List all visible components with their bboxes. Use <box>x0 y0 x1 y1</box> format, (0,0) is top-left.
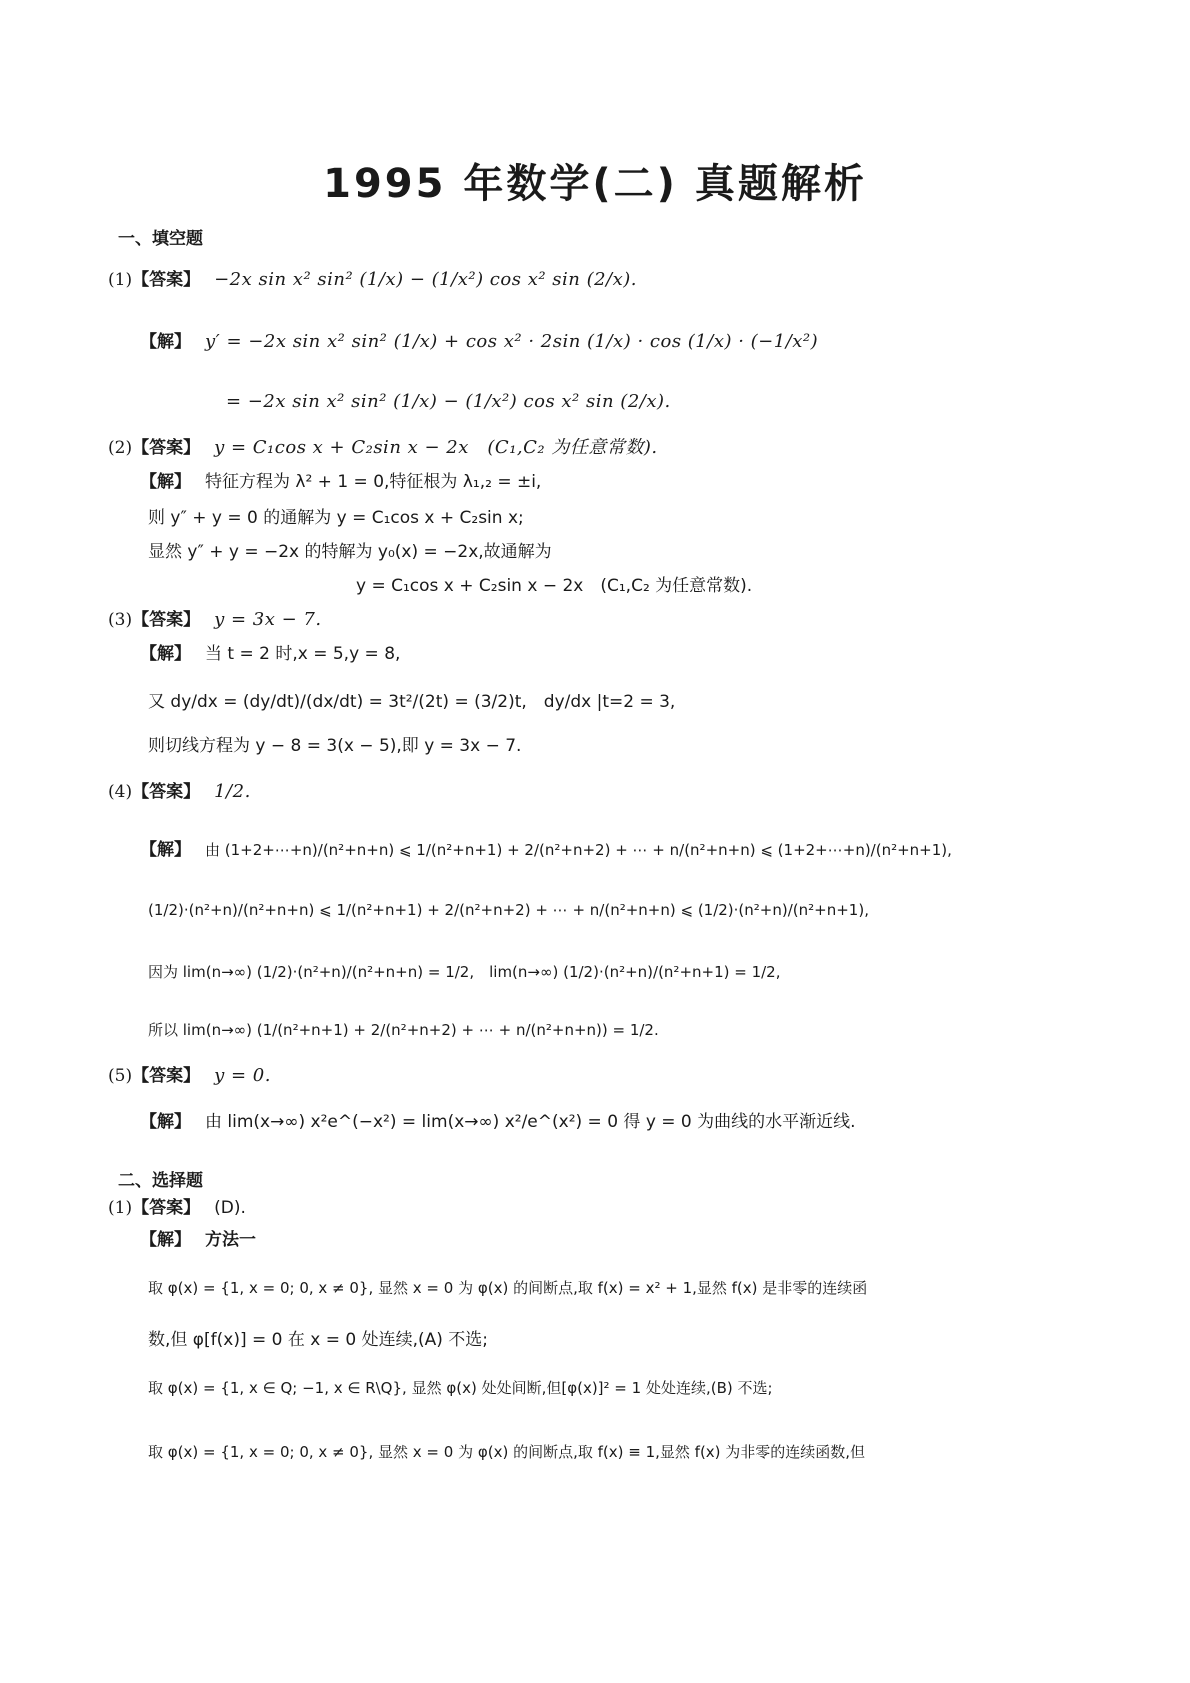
q4-solution-line-4 <box>148 1018 659 1042</box>
q2-solution-1: 特征方程为 λ² + 1 = 0,特征根为 λ₁,₂ = ±i, <box>205 472 542 492</box>
c1-line-2 <box>148 1328 488 1352</box>
method-label: 方法一 <box>205 1230 256 1250</box>
solution-label: 【解】 <box>140 472 191 492</box>
q3-solution-1: 当 t = 2 时,x = 5,y = 8, <box>205 644 401 664</box>
q3-answer-line <box>108 608 322 632</box>
q5-number: (5) <box>108 1066 133 1086</box>
q2-solution-4: y = C₁cos x + C₂sin x − 2x (C₁,C₂ 为任意常数). <box>356 576 753 596</box>
q5-answer-line <box>108 1064 271 1088</box>
q3-solution-line-1 <box>140 642 400 666</box>
q2-solution-line-3 <box>148 540 552 564</box>
q4-solution-1: 由 (1+2+⋯+n)/(n²+n+n) ⩽ 1/(n²+n+1) + 2/(n²+n+2) + ⋯ + n/(n²+n+n) ⩽ (1+2+⋯+n)/(n²+n+1), <box>205 841 952 859</box>
q2-solution-3: 显然 y″ + y = −2x 的特解为 y₀(x) = −2x,故通解为 <box>148 542 552 562</box>
q4-solution-2: (1/2)·(n²+n)/(n²+n+n) ⩽ 1/(n²+n+1) + 2/(n²+n+2) + ⋯ + n/(n²+n+n) ⩽ (1/2)·(n²+n)/(n²+n+1), <box>148 901 869 919</box>
solution-label: 【解】 <box>140 644 191 664</box>
answer-label: 【答案】 <box>132 782 201 802</box>
c1-answer: (D). <box>214 1198 246 1218</box>
answer-label: 【答案】 <box>132 438 201 458</box>
q2-solution-line-2 <box>148 506 524 530</box>
solution-label: 【解】 <box>140 1112 191 1132</box>
c1-text-1: 取 φ(x) = {1, x = 0; 0, x ≠ 0}, 显然 x = 0 为 φ(x) 的间断点,取 f(x) = x² + 1,显然 f(x) 是非零的连续函 <box>148 1279 868 1297</box>
answer-label: 【答案】 <box>132 610 201 630</box>
q4-number: (4) <box>108 782 133 802</box>
c1-number: (1) <box>108 1198 133 1218</box>
c1-line-3 <box>148 1376 773 1400</box>
q1-solution-2: = −2x sin x² sin² (1/x) − (1/x²) cos x² sin (2/x). <box>226 391 671 412</box>
q4-answer-line <box>108 780 251 804</box>
q4-solution-3: 因为 lim(n→∞) (1/2)·(n²+n)/(n²+n+n) = 1/2, lim(n→∞) (1/2)·(n²+n)/(n²+n+1) = 1/2, <box>148 963 781 981</box>
solution-label: 【解】 <box>140 1230 191 1250</box>
answer-label: 【答案】 <box>132 1198 201 1218</box>
c1-text-2: 数,但 φ[f(x)] = 0 在 x = 0 处连续,(A) 不选; <box>148 1330 489 1350</box>
q3-solution-line-3 <box>148 734 521 758</box>
c1-answer-line <box>108 1196 246 1220</box>
q2-solution-line-4 <box>356 574 752 598</box>
c1-line-4 <box>148 1440 865 1464</box>
q4-solution-line-2 <box>148 898 869 922</box>
section-heading-fill: 一、填空题 <box>118 229 203 249</box>
q3-solution-2: 又 dy/dx = (dy/dt)/(dx/dt) = 3t²/(2t) = (3/2)t, dy/dx |t=2 = 3, <box>148 692 676 712</box>
q1-answer-line <box>108 268 637 292</box>
solution-label: 【解】 <box>140 332 191 352</box>
q1-number: (1) <box>108 270 133 290</box>
q4-solution-line-3 <box>148 960 781 984</box>
answer-label: 【答案】 <box>132 1066 201 1086</box>
answer-label: 【答案】 <box>132 270 201 290</box>
q5-solution-1: 由 lim(x→∞) x²e^(−x²) = lim(x→∞) x²/e^(x²) = 0 得 y = 0 为曲线的水平渐近线. <box>205 1112 856 1132</box>
q3-solution-3: 则切线方程为 y − 8 = 3(x − 5),即 y = 3x − 7. <box>148 736 522 756</box>
q3-number: (3) <box>108 610 133 630</box>
c1-line-1 <box>148 1276 867 1300</box>
q2-solution-2: 则 y″ + y = 0 的通解为 y = C₁cos x + C₂sin x; <box>148 508 524 528</box>
c1-text-3: 取 φ(x) = {1, x ∈ Q; −1, x ∈ R\Q}, 显然 φ(x) 处处间断,但[φ(x)]² = 1 处处连续,(B) 不选; <box>148 1379 773 1397</box>
q5-answer: y = 0. <box>214 1065 271 1086</box>
solution-label: 【解】 <box>140 840 191 860</box>
q2-number: (2) <box>108 438 133 458</box>
q2-answer: y = C₁cos x + C₂sin x − 2x (C₁,C₂ 为任意常数). <box>214 437 658 458</box>
q1-answer: −2x sin x² sin² (1/x) − (1/x²) cos x² sin (2/x). <box>214 269 638 290</box>
section-heading-choice: 二、选择题 <box>118 1171 203 1191</box>
page-title: 1995 年数学(二) 真题解析 <box>323 161 867 207</box>
c1-text-4: 取 φ(x) = {1, x = 0; 0, x ≠ 0}, 显然 x = 0 为 φ(x) 的间断点,取 f(x) ≡ 1,显然 f(x) 为非零的连续函数,但 <box>148 1443 866 1461</box>
q4-solution-line-1 <box>140 838 952 862</box>
q2-solution-line-1 <box>140 470 541 494</box>
q2-answer-line <box>108 436 658 460</box>
q1-solution-1: y′ = −2x sin x² sin² (1/x) + cos x² · 2sin (1/x) · cos (1/x) · (−1/x²) <box>205 331 819 352</box>
c1-method-line <box>140 1228 256 1252</box>
q4-solution-4: 所以 lim(n→∞) (1/(n²+n+1) + 2/(n²+n+2) + ⋯ + n/(n²+n+n)) = 1/2. <box>148 1021 659 1039</box>
q3-answer: y = 3x − 7. <box>214 609 322 630</box>
q3-solution-line-2 <box>148 690 675 714</box>
q1-solution-line-1 <box>140 330 818 354</box>
q1-solution-line-2 <box>226 390 671 414</box>
q4-answer: 1/2. <box>214 781 251 802</box>
q5-solution-line-1 <box>140 1110 856 1134</box>
